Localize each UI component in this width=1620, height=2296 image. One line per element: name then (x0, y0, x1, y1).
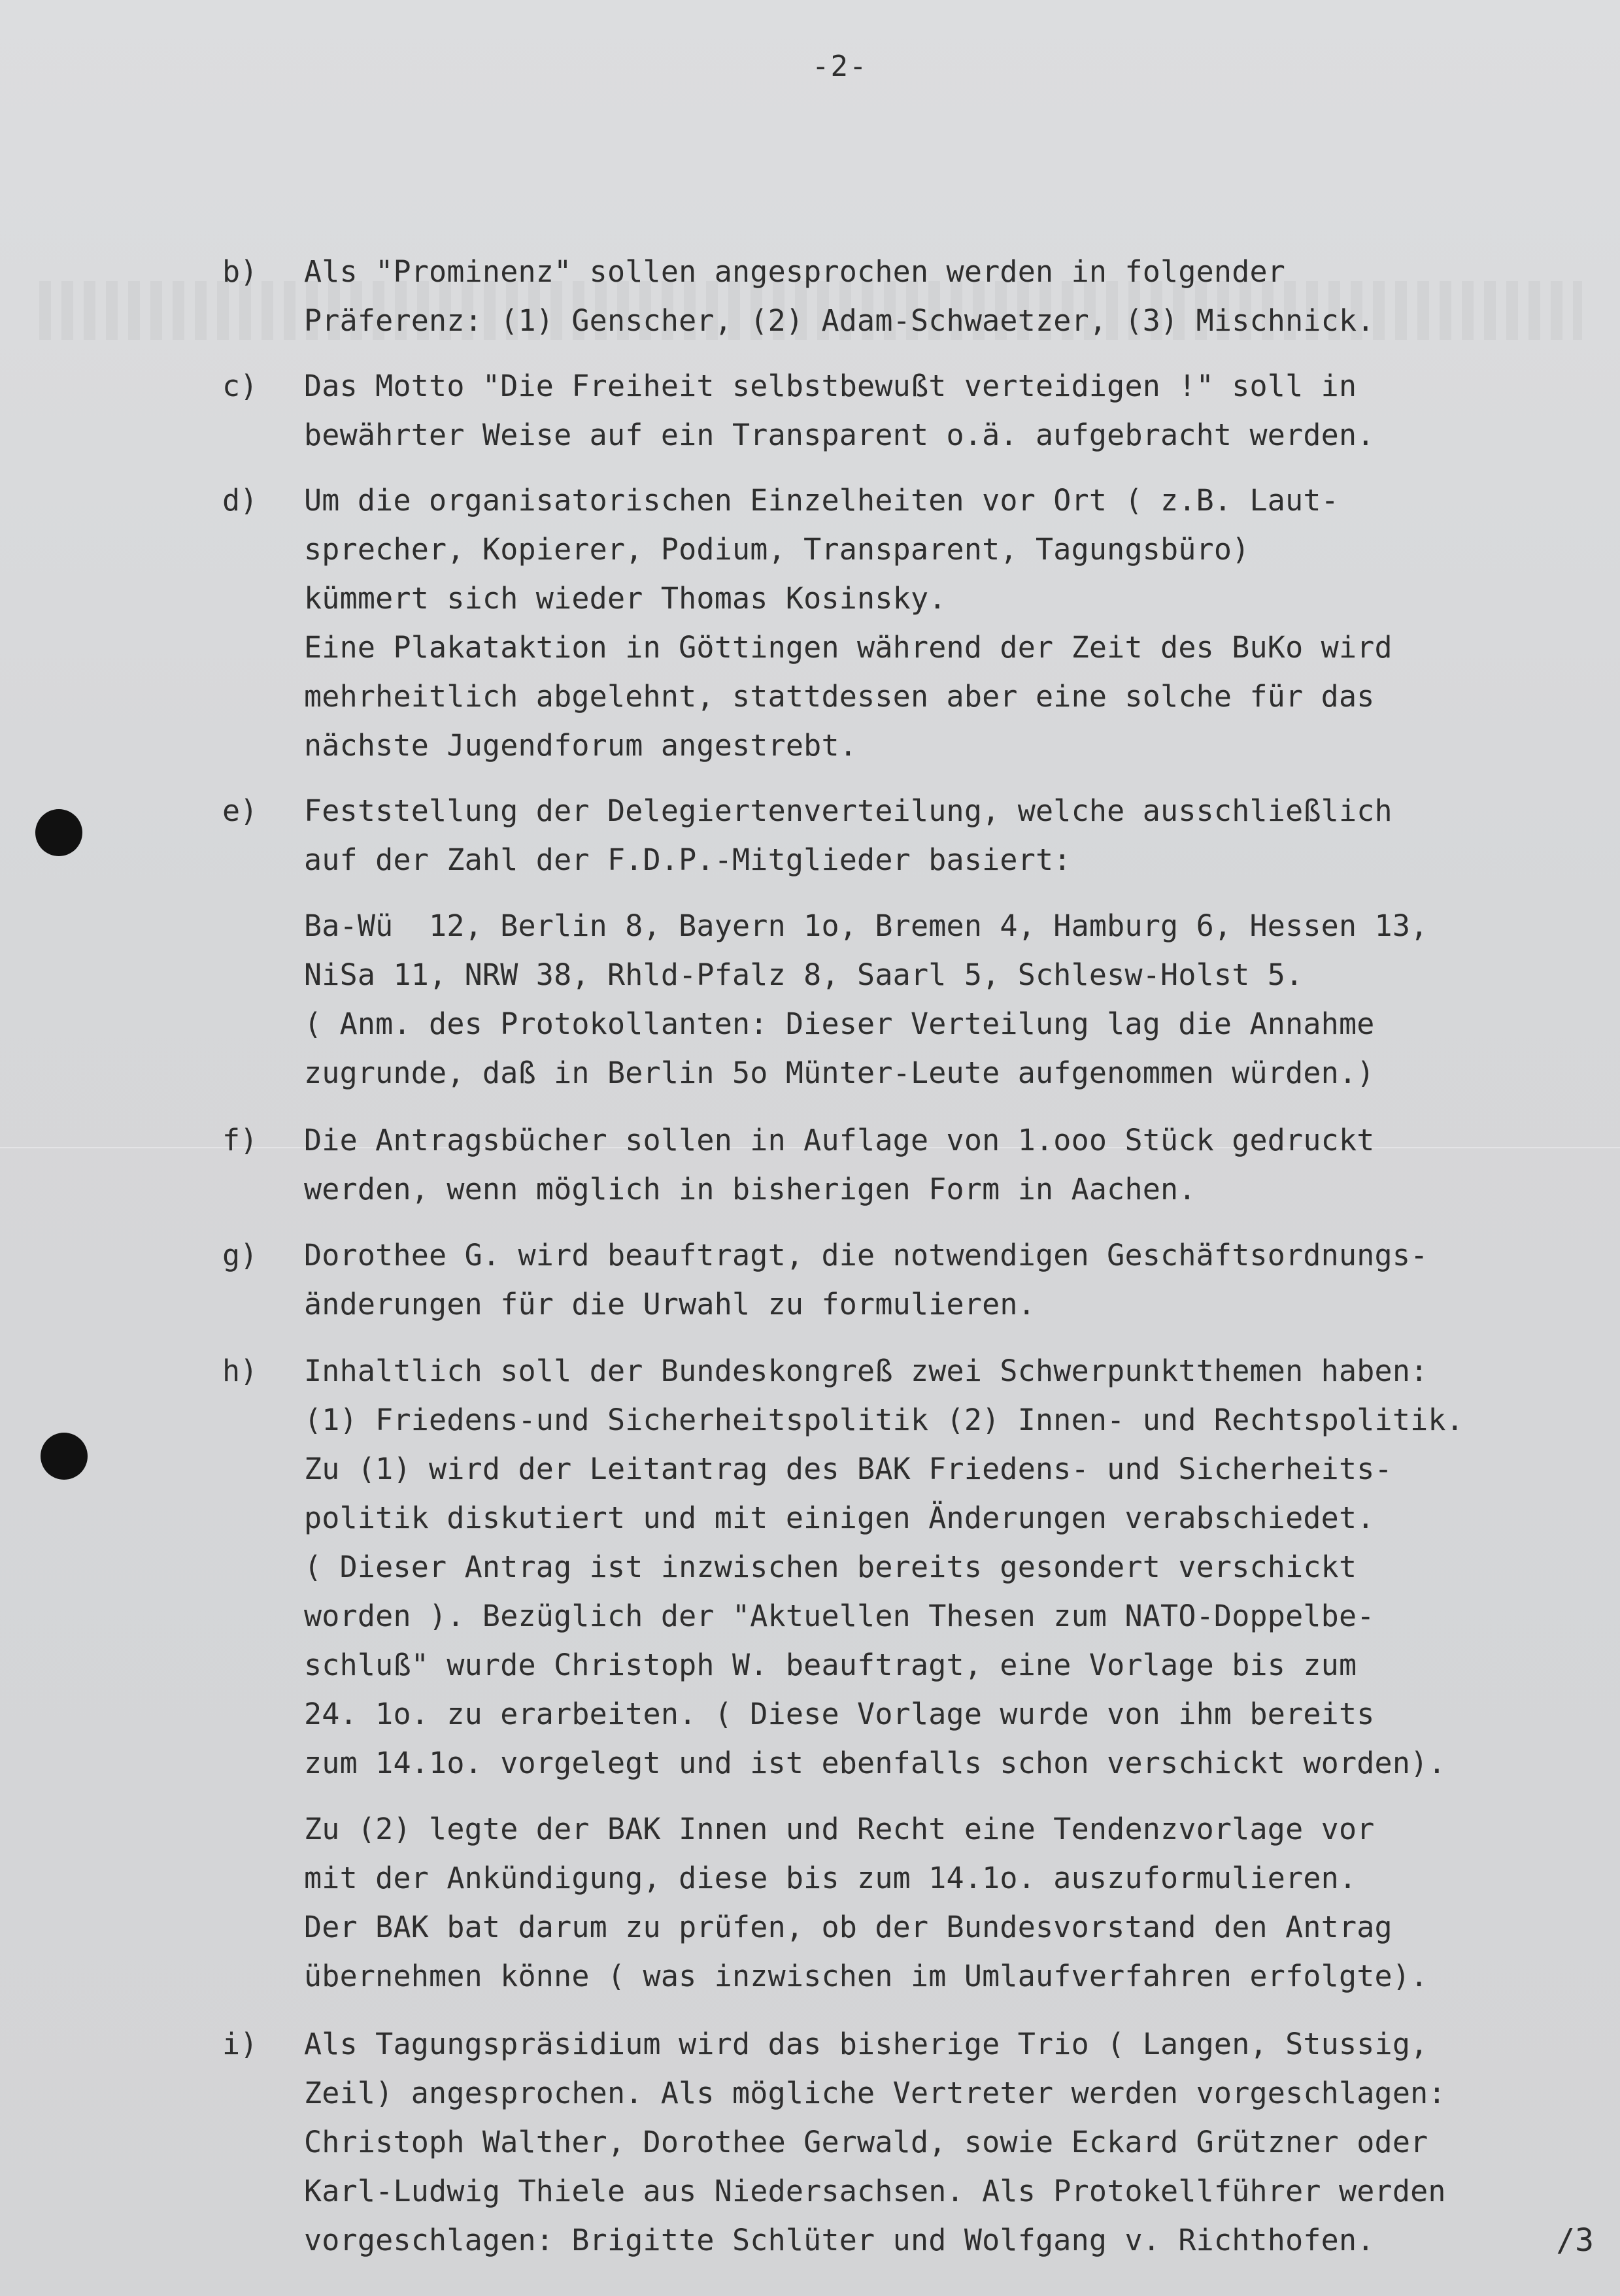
text-line: ( Dieser Antrag ist inzwischen bereits gesondert verschickt (304, 1550, 1357, 1584)
text-line: Inhaltlich soll der Bundeskongreß zwei Schwerpunktthemen haben: (304, 1354, 1428, 1388)
item-text (304, 361, 1375, 459)
text-line: zum 14.1o. vorgelegt und ist ebenfalls schon verschickt worden). (304, 1746, 1446, 1780)
text-line: 24. 1o. zu erarbeiten. ( Diese Vorlage wurde von ihm bereits (304, 1697, 1375, 1731)
item-text (304, 247, 1375, 345)
text-line: Das Motto "Die Freiheit selbstbewußt verteidigen !" soll in (304, 369, 1357, 403)
item-text (304, 476, 1392, 770)
text-line: Als Tagungspräsidium wird das bisherige Trio ( Langen, Stussig, (304, 2027, 1428, 2061)
text-line: kümmert sich wieder Thomas Kosinsky. (304, 581, 947, 616)
text-line: politik diskutiert und mit einigen Änderungen verabschiedet. (304, 1501, 1375, 1535)
item-text (304, 1346, 1464, 2001)
text-line: Eine Plakataktion in Göttingen während der Zeit des BuKo wird (304, 630, 1392, 665)
text-line: bewährter Weise auf ein Transparent o.ä. aufgebracht werden. (304, 418, 1375, 452)
item-marker: b) (222, 254, 258, 289)
item-marker: f) (222, 1123, 258, 1157)
item-marker: g) (222, 1238, 258, 1273)
item-text (304, 1116, 1375, 1214)
text-line: Als "Prominenz" sollen angesprochen werden in folgender (304, 254, 1286, 289)
text-line: Feststellung der Delegiertenverteilung, welche ausschließlich (304, 793, 1392, 828)
text-line: Karl-Ludwig Thiele aus Niedersachsen. Als Protokellführer werden (304, 2174, 1446, 2208)
text-line: zugrunde, daß in Berlin 5o Münter-Leute aufgenommen würden.) (304, 1056, 1375, 1090)
item-marker: d) (222, 483, 258, 518)
text-line: übernehmen könne ( was inzwischen im Umlaufverfahren erfolgte). (304, 1959, 1428, 1993)
item-marker: e) (222, 793, 258, 828)
text-line: Zu (1) wird der Leitantrag des BAK Friedens- und Sicherheits- (304, 1452, 1392, 1486)
text-line: mit der Ankündigung, diese bis zum 14.1o. auszuformulieren. (304, 1861, 1357, 1895)
item-text (304, 2020, 1446, 2265)
item-marker: c) (222, 369, 258, 403)
text-line: nächste Jugendforum angestrebt. (304, 728, 858, 763)
page-number: -2- (812, 50, 868, 83)
text-line: Präferenz: (1) Genscher, (2) Adam-Schwaetzer, (3) Mischnick. (304, 303, 1375, 338)
text-line: sprecher, Kopierer, Podium, Transparent, Tagungsbüro) (304, 532, 1250, 567)
text-line: Dorothee G. wird beauftragt, die notwendigen Geschäftsordnungs- (304, 1238, 1428, 1273)
text-line: vorgeschlagen: Brigitte Schlüter und Wolfgang v. Richthofen. (304, 2223, 1375, 2257)
text-line: (1) Friedens-und Sicherheitspolitik (2) Innen- und Rechtspolitik. (304, 1403, 1464, 1437)
text-line: Der BAK bat darum zu prüfen, ob der Bundesvorstand den Antrag (304, 1910, 1392, 1944)
text-line: schluß" wurde Christoph W. beauftragt, eine Vorlage bis zum (304, 1648, 1357, 1682)
text-line: werden, wenn möglich in bisherigen Form in Aachen. (304, 1172, 1196, 1206)
text-line: änderungen für die Urwahl zu formulieren. (304, 1287, 1036, 1322)
punch-hole-top (35, 809, 82, 856)
text-line: Zu (2) legte der BAK Innen und Recht eine Tendenzvorlage vor (304, 1812, 1375, 1846)
text-line: Die Antragsbücher sollen in Auflage von 1.ooo Stück gedruckt (304, 1123, 1375, 1157)
text-line: mehrheitlich abgelehnt, stattdessen aber eine solche für das (304, 679, 1375, 714)
text-line: Um die organisatorischen Einzelheiten vor Ort ( z.B. Laut- (304, 483, 1339, 518)
text-line: auf der Zahl der F.D.P.-Mitglieder basiert: (304, 842, 1072, 877)
text-line: NiSa 11, NRW 38, Rhld-Pfalz 8, Saarl 5, Schlesw-Holst 5. (304, 957, 1304, 992)
text-line: Christoph Walther, Dorothee Gerwald, sowie Eckard Grützner oder (304, 2125, 1428, 2159)
item-text (304, 1231, 1428, 1329)
item-text (304, 786, 1428, 1097)
text-line: worden ). Bezüglich der "Aktuellen Thesen zum NATO-Doppelbe- (304, 1599, 1375, 1633)
item-marker: h) (222, 1354, 258, 1388)
continuation-mark: /3 (1556, 2222, 1594, 2259)
item-marker: i) (222, 2027, 258, 2061)
text-line: Zeil) angesprochen. Als mögliche Vertreter werden vorgeschlagen: (304, 2076, 1446, 2110)
text-line: ( Anm. des Protokollanten: Dieser Verteilung lag die Annahme (304, 1007, 1375, 1041)
punch-hole-bottom (41, 1433, 88, 1480)
text-line: Ba-Wü 12, Berlin 8, Bayern 1o, Bremen 4, Hamburg 6, Hessen 13, (304, 908, 1428, 943)
